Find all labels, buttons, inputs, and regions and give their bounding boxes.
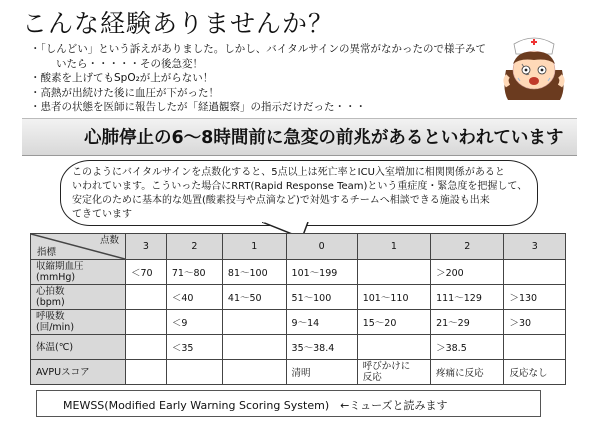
table-cell: ＞130 (504, 285, 566, 310)
footer-text: MEWSS(Modified Early Warning Scoring System) ←ミューズと読みます (63, 399, 448, 412)
table-cell: ＜40 (166, 285, 222, 310)
table-cell: 71～80 (166, 260, 222, 285)
bubble-line: てきています (72, 209, 132, 220)
table-cell: ＜35 (166, 335, 222, 360)
table-cell: ＞200 (431, 260, 504, 285)
score-header: 1 (222, 234, 286, 260)
row-label (31, 335, 126, 360)
table-row (31, 360, 566, 385)
table-cell: 111～129 (431, 285, 504, 310)
row-label-line: (回/min) (36, 322, 75, 333)
score-header: 0 (286, 234, 357, 260)
bubble-line: このようにバイタルサインを点数化すると、5点以上は死亡率とICU入室増加に相関関係があると (72, 167, 505, 178)
table-cell (222, 360, 286, 385)
row-label (31, 285, 126, 310)
table-cell (222, 310, 286, 335)
table-cell: ＞38.5 (431, 335, 504, 360)
table-cell: 81～100 (222, 260, 286, 285)
table-cell: 101～110 (357, 285, 430, 310)
row-label-line: 心拍数 (36, 286, 65, 297)
row-label (31, 310, 126, 335)
row-label (31, 360, 126, 385)
table-row (31, 335, 566, 360)
list-item: ・「しんどい」という訴えがありました。しかし、バイタルサインの異常がなかったので様子みて (30, 43, 487, 55)
bubble-text (72, 166, 534, 222)
table-cell: 反応なし (504, 360, 566, 385)
row-label-line: AVPUスコア (36, 366, 90, 378)
table-cell: 疼痛に反応 (431, 360, 504, 385)
table-cell: 51～100 (286, 285, 357, 310)
score-header: 2 (431, 234, 504, 260)
table-cell (357, 260, 430, 285)
table-cell (357, 335, 430, 360)
score-header: 2 (166, 234, 222, 260)
table-cell (504, 335, 566, 360)
bubble-line: 安定化のために基本的な処置(酸素投与や点滴など)で対処するチームへ相談できる施設も出来 (72, 195, 490, 206)
table-cell: 9～14 (286, 310, 357, 335)
score-header: 3 (126, 234, 167, 260)
mews-table (30, 233, 566, 385)
corner-cell (31, 234, 126, 260)
table-cell: 15～20 (357, 310, 430, 335)
table-cell: 清明 (286, 360, 357, 385)
table-cell: 41～50 (222, 285, 286, 310)
table-cell: 21～29 (431, 310, 504, 335)
row-label-line: (mmHg) (36, 272, 76, 283)
corner-top-label: 点数 (99, 235, 119, 246)
score-header: 1 (357, 234, 430, 260)
table-cell: ＞30 (504, 310, 566, 335)
table-cell (222, 335, 286, 360)
experience-list (30, 42, 486, 115)
row-label-line: 収縮期血圧 (36, 261, 84, 272)
corner-bottom-label: 指標 (37, 247, 57, 258)
list-item: ・患者の状態を医師に報告したが「経過観察」の指示だけだった・・・ (30, 101, 366, 113)
list-item: ・酸素を上げてもSpO₂が上がらない！ (30, 72, 214, 84)
table-row (31, 285, 566, 310)
table-cell (126, 335, 167, 360)
row-label-line: (bpm) (36, 297, 65, 308)
list-item: いたら・・・・・その後急変！ (56, 57, 203, 70)
table-cell (126, 310, 167, 335)
page-title: こんな経験ありませんか？ (22, 9, 335, 38)
table-cell: ＜9 (166, 310, 222, 335)
row-label-line: 体温(℃) (36, 341, 74, 353)
bubble-line: いわれています。こういった場合にRRT(Rapid Response Team)という重症度・緊急度を把握して、 (72, 181, 528, 192)
footer-box (36, 390, 541, 417)
table-cell: ＜70 (126, 260, 167, 285)
table-cell: 35～38.4 (286, 335, 357, 360)
score-header: 3 (504, 234, 566, 260)
table-cell (504, 260, 566, 285)
table-cell: 101～199 (286, 260, 357, 285)
nurse-illustration-icon (498, 30, 570, 102)
table-row (31, 260, 566, 285)
row-label (31, 260, 126, 285)
row-label-line: 呼吸数 (36, 311, 65, 322)
table-cell (126, 285, 167, 310)
warning-banner (22, 118, 577, 156)
table-cell (166, 360, 222, 385)
table-cell: 呼びかけに 反応 (357, 360, 430, 385)
table-cell (126, 360, 167, 385)
banner-text: 心肺停止の6～8時間前に急変の前兆があるといわれています (84, 128, 564, 148)
table-header-row (31, 234, 566, 260)
table-row (31, 310, 566, 335)
list-item: ・高熱が出続けた後に血圧が下がった！ (30, 86, 219, 99)
